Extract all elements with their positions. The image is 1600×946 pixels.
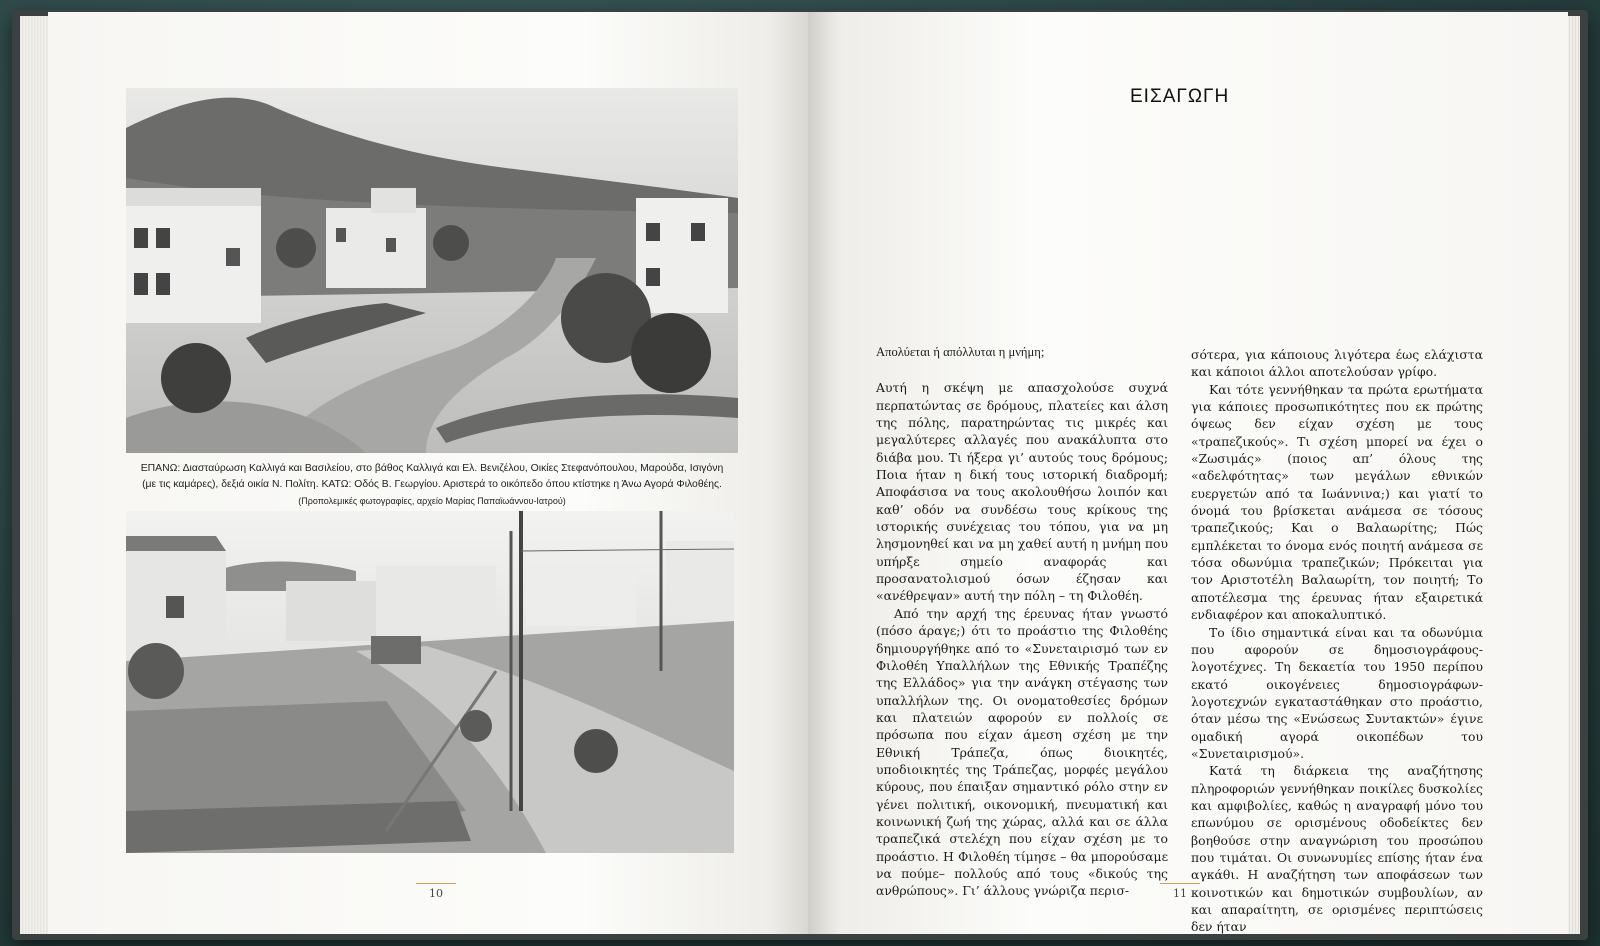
paragraph: Κατά τη διάρκεια της αναζήτησης πληροφοριών γεννήθηκαν ποικίλες δυσκολίες και αμφιβολίες, καθώς η αναγραφή μόνο του επωνύμου σε ορισμένους οδοδείκτες δεν βοηθούσε στην αναγνώριση του προσώπου που τιμάται. Οι συνωνυμίες επίσης ήταν ένα αγκάθι. Η αναζήτηση των αποφάσεων των κοινοτικών και δημοτικών συμβουλίων, αν και απαραίτητη, σε ορισμένες περιπτώσεις δεν ήταν [1191, 763, 1483, 935]
right-folio-rule [1160, 883, 1200, 884]
left-folio-rule [416, 883, 456, 884]
caption-credit: (Προπολεμικές φωτογραφίες, αρχείο Μαρίας Παπαϊωάννου-Ιατρού) [298, 496, 566, 506]
right-page-number: 11 [1173, 887, 1187, 900]
paragraph: Από την αρχή της έρευνας ήταν γνωστό (πόσο άραγε;) ότι το προάστιο της Φιλοθέης δημιουργήθηκε από το «Συνεταιρισμό των εν Φιλοθέη Υπαλλήλων της Εθνικής Τραπέζης της Ελλάδος» για την ανάγκη στέγασης των υπαλλήλων της. Οι ονοματοθεσίες δρόμων και πλατειών αφορούν εν πολλοίς σε πρόσωπα που είχαν άμεση σχέση με την Εθνική Τράπεζα, όπως διοικητές, υποδιοικητές της Τράπεζας, μορφές μεγάλου κύρους, που έπαιξαν σημαντικό ρόλο στην εν γένει πολιτική, οικονομική, πνευματική και κοινωνική ζωή της χώρας, αλλά και σε άλλα τραπεζικά στελέχη που είχαν σχέση με το προάστιο. Η Φιλοθέη τίμησε – θα μπορούσαμε να πούμε– πολλούς από τους «δικούς της ανθρώπους». Γι’ άλλους γνώριζα περισ- [876, 605, 1168, 899]
paragraph: Το ίδιο σημαντικά είναι και τα οδωνύμια που αφορούν σε δημοσιογράφους- λογοτέχνες. Τη δεκαετία του 1950 περίπου εκατό οικογένειες δημοσιογράφων-λογοτεχνών εγκαταστάθηκαν στο προάστιο, όταν μέσω της «Ενώσεως Συντακτών» έγινε ομαδική αγορά οικοπέδων του «Συνεταιρισμού». [1191, 624, 1483, 761]
photo-caption [126, 461, 738, 509]
paragraph: Και τότε γεννήθηκαν τα πρώτα ερωτήματα για κάποιες προσωπικότητες που εκ πρώτης όψεως δεν είχαν σχέση με τους «τραπεζικούς». Τι σχέση μπορεί να έχει ο «Ζωσιμάς» (ποιος απ’ όλους της «αδελφότητας» των μεγάλων εθνικών ευεργετών από τα Ιωάννινα;) και γιατί το όνομά του βρίσκεται ανάμεσα σε τόσους τραπεζικούς; Και ο Βαλαωρίτης; Πώς εμπλέκεται το όνομα ενός ποιητή ανάμεσα σε τόσα οδωνύμια τραπεζικών; Πρόκειται για τον Αριστοτέλη Βαλαωρίτη, τον ποιητή; Το αποτέλεσμα της έρευνας ήταν εξαιρετικά ενδιαφέρον και αποκαλυπτικό. [1191, 381, 1483, 623]
paragraph: σότερα, για κάποιους λιγότερα έως ελάχιστα και κάποιοι άλλοι αποτελούσαν γρίφο. [1191, 347, 1483, 380]
caption-line-2: (με τις καμάρες), δεξιά οικία Ν. Πολίτη. ΚΑΤΩ: Οδός Β. Γεωργίου. Αριστερά το οικόπεδο όπου κτίστηκε η Άνω Αγορά Φιλοθέης. [142, 479, 722, 490]
chapter-title: ΕΙΣΑΓΩΓΗ [1130, 86, 1230, 107]
text-column-2 [1191, 346, 1483, 936]
left-page-number: 10 [429, 887, 443, 900]
caption-line-1: ΕΠΑΝΩ: Διασταύρωση Καλλιγά και Βασιλείου, στο βάθος Καλλιγά και Ελ. Βενιζέλου, Οικίες Στεφανόπουλου, Μαρούδα, Ισιγόνη [140, 463, 724, 474]
lead-question: Απολύεται ή απόλλυται η μνήμη; [876, 345, 1045, 359]
top-photo [126, 88, 738, 453]
paragraph: Αυτή η σκέψη με απασχολούσε συχνά περπατώντας σε δρόμους, πλατείες και άλση της πόλης, παρατηρώντας τις μικρές και μεγαλύτερες αλλαγές που ανακάλυπτα στο διάβα μου. Τι ήξερα γι’ αυτούς τους δρόμους; Ποια ήταν η δική τους ιστορική διαδρομή; Αποφάσισα να τους ακολουθήσω λοιπόν και καθ’ οδόν να συνδέσω τους κρίκους της ιστορικής συνέχειας του τόπου, για να μη λησμονηθεί και να μη χαθεί αυτή η μνήμη που υπήρξε σημείο αναφοράς και προσανατολισμού όσων έζησαν και «ανέθρεψαν» αυτή την πόλη – τη Φιλοθέη. [876, 380, 1168, 604]
text-column-1 [876, 344, 1168, 900]
bottom-photo [126, 511, 734, 853]
